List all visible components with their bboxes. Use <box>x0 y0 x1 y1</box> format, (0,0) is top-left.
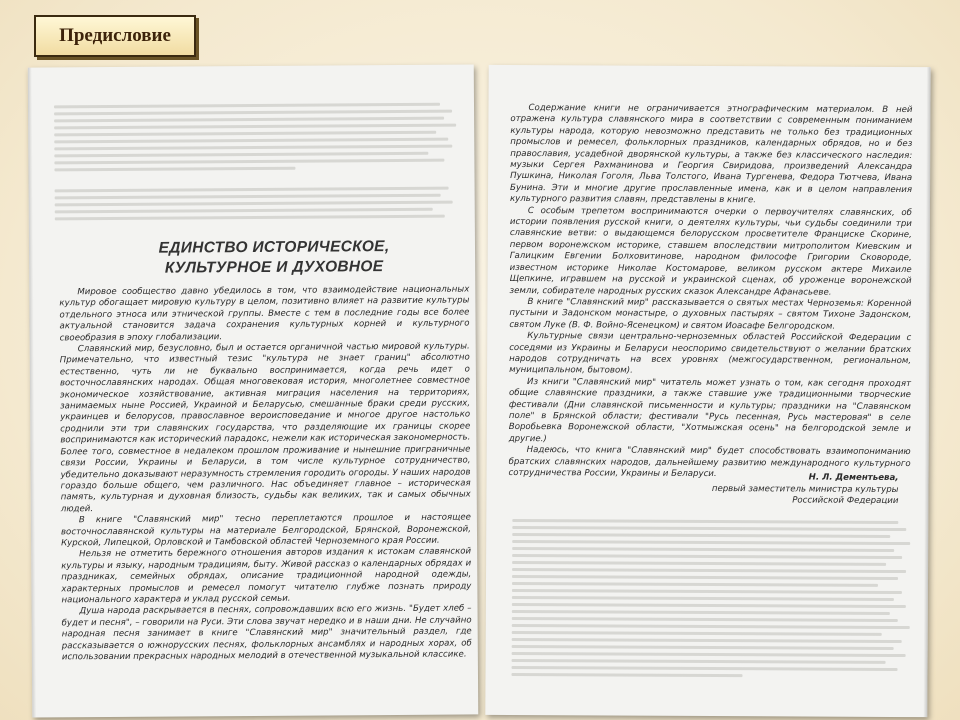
section-heading <box>124 237 424 279</box>
right-page-body <box>509 103 913 482</box>
section-heading-line-2: КУЛЬТУРНОЕ И ДУХОВНОЕ <box>164 258 384 277</box>
left-page-body <box>59 284 472 663</box>
paragraph: Из книги "Славянский мир" читатель может узнать о том, как сегодня проходят общие славянские праздники, а также ставшие уже традиционными творческие фестивали (Дни славянской письменности и культуры; праздники на "Славянском поле" в Брянской области; фестивали "Русь песенная, Русь мастеровая" в селе Воробьевка Воронежской области, "Хотмыжская осень" на белгородской земле и другие.) <box>508 376 912 444</box>
signature-organization: Российской Федерации <box>792 495 899 507</box>
left-page-scan <box>28 64 479 717</box>
paragraph: Славянский мир, безусловно, был и остается органичной частью мировой культуры. Примечательно, что известный тезис "культура не знает границ" абсолютно естественно, чуть ли не буквально воспринимается, когда речь идет о восточнославянских народах. Общая многовековая история, многолетнее совместное экономическое хозяйствование, активная миграция населения на территориях, занимаемых ныне Россией, Украиной и Беларусью, смешанные браки среди русских, украинцев и белорусов, православное вероисповедание и многое другое настолько сроднили эти три славянских государства, что разделяющие их границы скорее воспринимаются как исторический парадокс, нежели как историческая закономерность. Более того, совместное в недалеком прошлом проживание и нынешние приграничные связи России, Украины и Беларуси, в том числе культурное сотрудничество, убедительно доказывают неразумность стремления городить огороды. У наших народов гораздо больше общего, чем различного. Нас объединяет главное – историческая память, культурная и духовная близость, судьбы как великих, так и самых обычных людей. <box>59 341 471 515</box>
signature-name: Н. Л. Дементьева, <box>808 472 899 483</box>
paragraph: Нельзя не отметить бережного отношения авторов издания к истокам славянской культуры и языку, народным традициям, быту. Живой рассказ о календарных обрядах и праздниках, семейных обрядах, описание традиционной народной одежды, характерных промыслов и ремесел помогут читателю глубже познать природу национального характера и уклад русской семьи. <box>61 546 472 606</box>
slide-title-box <box>34 15 196 57</box>
signature-block <box>712 472 899 508</box>
paragraph: Содержание книги не ограничивается этнографическим материалом. В ней отражена культура славянского мира в соответствии с современным пониманием культуры народа, которую невозможно представить не только без традиционных промыслов и ремесел, фольклорных праздников, календарных обрядов, но и без православия, усадебной дворянской культуры, а также без классического наследия: музыки Сергея Рахманинова и Георгия Свиридова, произведений Александра Пушкина, Николая Гоголя, Льва Толстого, Ивана Тургенева, Федора Тютчева, Ивана Бунина. Эти и многие другие прославленные имена, как и в целом направления культурного развития славян, представлены в книге. <box>509 103 913 206</box>
section-heading-line-1: ЕДИНСТВО ИСТОРИЧЕСКОЕ, <box>158 238 390 257</box>
bleed-through-text <box>511 515 910 682</box>
paragraph: В книге "Славянский мир" тесно переплетаются прошлое и настоящее восточнославянской культуры на материале Белгородской, Брянской, Воронежской, Курской, Липецкой, Орловской и Тамбовской областей Черноземного края России. <box>60 512 472 549</box>
paragraph: С особым трепетом воспринимаются очерки о первоучителях славянских, об истории появления русской книги, о деятелях культуры, чьи судьбы соединили три славянские ветви: о выдающемся белорусском просветителе Франциске Скорине, первом воронежском историке, ставшем впоследствии митрополитом Киевским и Галицким Евгении Болховитинове, народном философе Григории Сковороде, известном историке Николае Костомарове, великом русском актере Михаиле Щепкине, игравшем на русской и украинской сценах, об уроженце воронежской земли, собирателе народных русских сказок Александре Афанасьеве. <box>509 205 912 298</box>
paragraph: Культурные связи центрально-черноземных областей Российской Федерации с соседями из Украины и Беларуси неоспоримо свидетельствуют о желании братских народов сотрудничать на всех уровнях (межгосударственном, региональном, муниципальном, бытовом). <box>509 331 912 376</box>
paragraph: Мировое сообщество давно убедилось в том, что взаимодействие национальных культур обогащает мировую культуру в целом, позитивно влияет на развитие культуры отдельного этноса или этнической группы. Вместе с тем в последние годы все более актуальной становится задача сохранения культурных корней и культурного своеобразия в эпоху глобализации. <box>59 284 470 343</box>
slide-title: Предисловие <box>59 25 171 46</box>
paragraph: Душа народа раскрывается в песнях, сопровождавших всю его жизнь. "Будет хлеб – будет и песня", – говорили на Руси. Эти слова звучат нередко и в наши дни. Не случайно народная песня занимает в книге "Славянский мир" значительный раздел, где рассказывается о южнорусских песнях, фольклорных ансамблях и народных хорах, об использовании прекрасных народных мелодий в отечественной музыкальной классике. <box>61 603 472 663</box>
signature-position: первый заместитель министра культуры <box>711 483 899 495</box>
right-page-scan <box>485 65 930 717</box>
bleed-through-text <box>54 99 457 225</box>
paragraph: Надеюсь, что книга "Славянский мир" будет способствовать взаимопониманию братских славянских народов, дальнейшему развитию международного культурного сотрудничества России, Украины и Беларуси. <box>508 445 911 480</box>
paragraph: В книге "Славянский мир" рассказывается о святых местах Черноземья: Коренной пустыни и Задонском монастыре, о духовных пастырях – святом Тихоне Задонском, святом Луке (В. Ф. Войно-Ясенецком) и святом Иоасафе Белгородском. <box>509 296 912 332</box>
